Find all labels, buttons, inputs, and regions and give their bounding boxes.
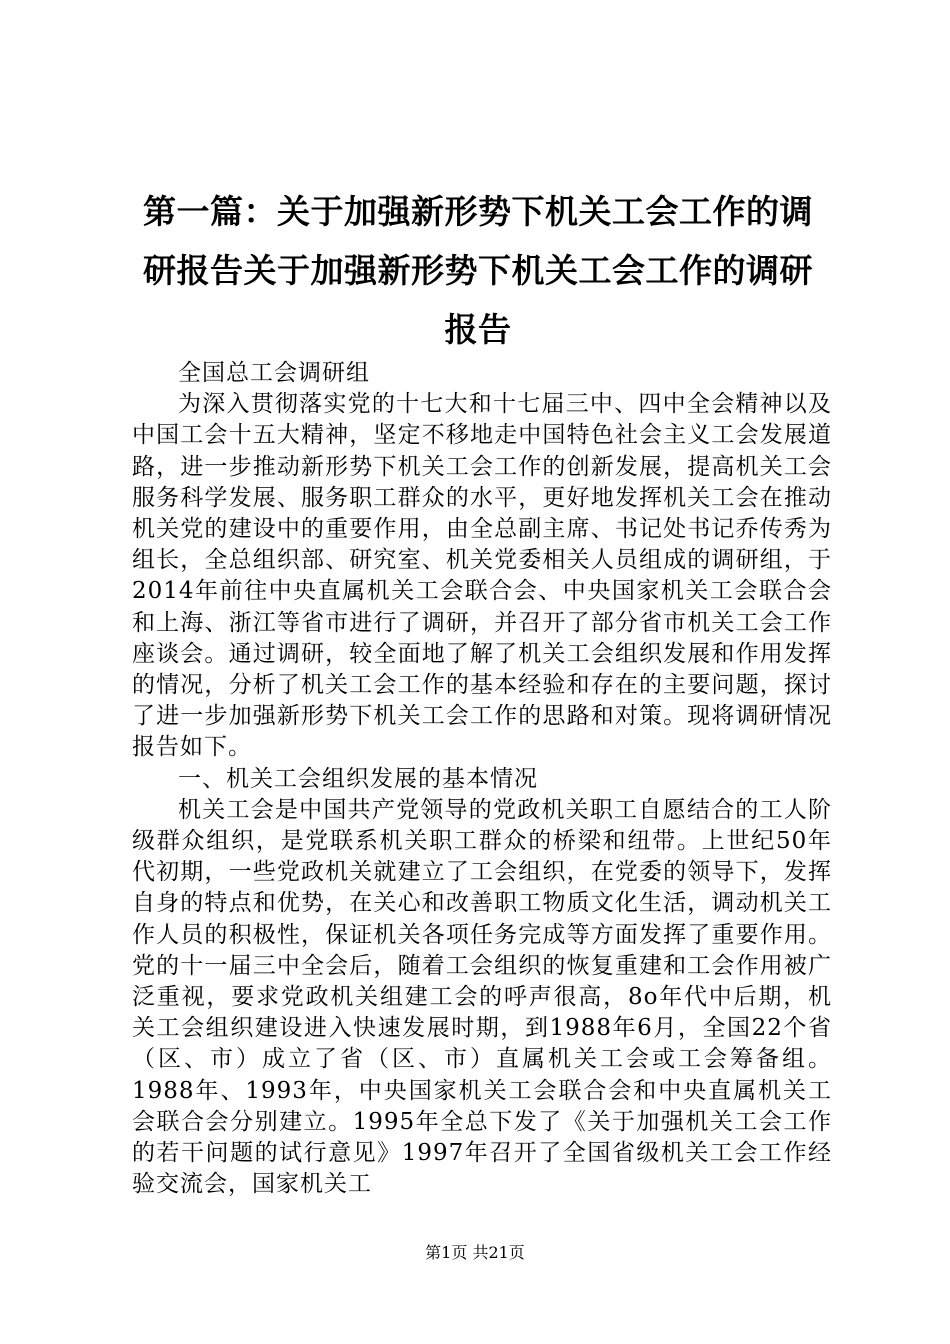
page-number-footer: 第1页 共21页 bbox=[425, 1243, 525, 1262]
author-line: 全国总工会调研组 bbox=[178, 360, 370, 386]
section-heading: 一、机关工会组织发展的基本情况 bbox=[178, 765, 538, 792]
document-body bbox=[132, 358, 832, 1200]
document-title: 第一篇：关于加强新形势下机关工会工作的调研报告关于加强新形势下机关工会工作的调研报告 bbox=[143, 192, 813, 349]
body-paragraph: 为深入贯彻落实党的十七大和十七届三中、四中全会精神以及中国工会十五大精神，坚定不移地走中国特色社会主义工会发展道路，进一步推动新形势下机关工会工作的创新发展，提高机关工会服务科学发展、服务职工群众的水平，更好地发挥机关工会在推动机关党的建设中的重要作用，由全总副主席、书记处书记乔传秀为组长，全总组织部、研究室、机关党委相关人员组成的调研组，于2014年前往中央直属机关工会联合会、中央国家机关工会联合会和上海、浙江等省市进行了调研，并召开了部分省市机关工会工作座谈会。通过调研，较全面地了解了机关工会组织发展和作用发挥的情况，分析了机关工会工作的基本经验和存在的主要问题，探讨了进一步加强新形势下机关工会工作的思路和对策。现将调研情况报告如下。 bbox=[132, 391, 832, 761]
body-paragraph: 机关工会是中国共产党领导的党政机关职工自愿结合的工人阶级群众组织，是党联系机关职工群众的桥梁和纽带。上世纪50年代初期，一些党政机关就建立了工会组织，在党委的领导下，发挥自身的特点和优势，在关心和改善职工物质文化生活，调动机关工作人员的积极性，保证机关各项任务完成等方面发挥了重要作用。党的十一届三中全会后，随着工会组织的恢复重建和工会作用被广泛重视，要求党政机关组建工会的呼声很高，8o年代中后期，机关工会组织建设进入快速发展时期，到1988年6月，全国22个省（区、市）成立了省（区、市）直属机关工会或工会筹备组。1988年、1993年，中央国家机关工会联合会和中央直属机关工会联合会分别建立。1995年全总下发了《关于加强机关工会工作的若干问题的试行意见》1997年召开了全国省级机关工会工作经验交流会，国家机关工 bbox=[132, 796, 832, 1198]
